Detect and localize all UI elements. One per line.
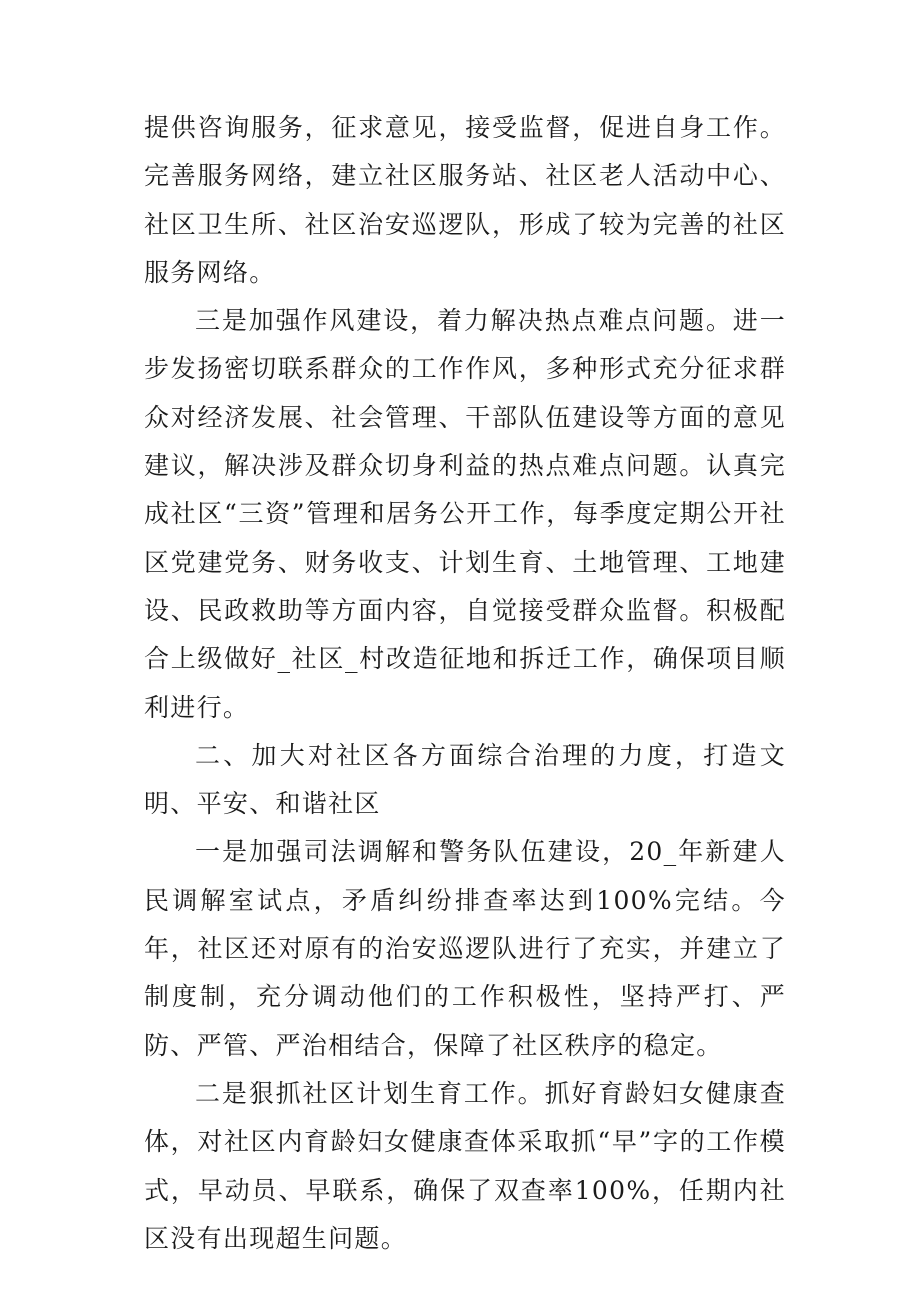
- paragraph-work-style: 三是加强作风建设，着力解决热点难点问题。进一步发扬密切联系群众的工作作风，多种形式充分征求群众对经济发展、社会管理、干部队伍建设等方面的意见建议，解决涉及群众切身利益的热点难点问题。认真完成社区“三资”管理和居务公开工作，每季度定期公开社区党建党务、财务收支、计划生育、土地管理、工地建设、民政救助等方面内容，自觉接受群众监督。积极配合上级做好_社区_村改造征地和拆迁工作，确保项目顺利进行。: [144, 306, 786, 722]
- document-body: [144, 104, 786, 1263]
- paragraph-service-network: 提供咨询服务，征求意见，接受监督，促进自身工作。完善服务网络，建立社区服务站、社区老人活动中心、社区卫生所、社区治安巡逻队，形成了较为完善的社区服务网络。: [144, 113, 786, 287]
- paragraph-family-planning: 二是狠抓社区计划生育工作。抓好育龄妇女健康查体，对社区内育龄妇女健康查体采取抓“早”字的工作模式，早动员、早联系，确保了双查率100%，任期内社区没有出现超生问题。: [144, 1078, 786, 1253]
- paragraph-mediation-police: 一是加强司法调解和警务队伍建设，20_年新建人民调解室试点，矛盾纠纷排查率达到100%完结。今年，社区还对原有的治安巡逻队进行了充实，并建立了制度制，充分调动他们的工作积极性，坚持严打、严防、严管、严治相结合，保障了社区秩序的稳定。: [144, 837, 786, 1060]
- section-heading-governance: 二、加大对社区各方面综合治理的力度，打造文明、平安、和谐社区: [144, 740, 786, 819]
